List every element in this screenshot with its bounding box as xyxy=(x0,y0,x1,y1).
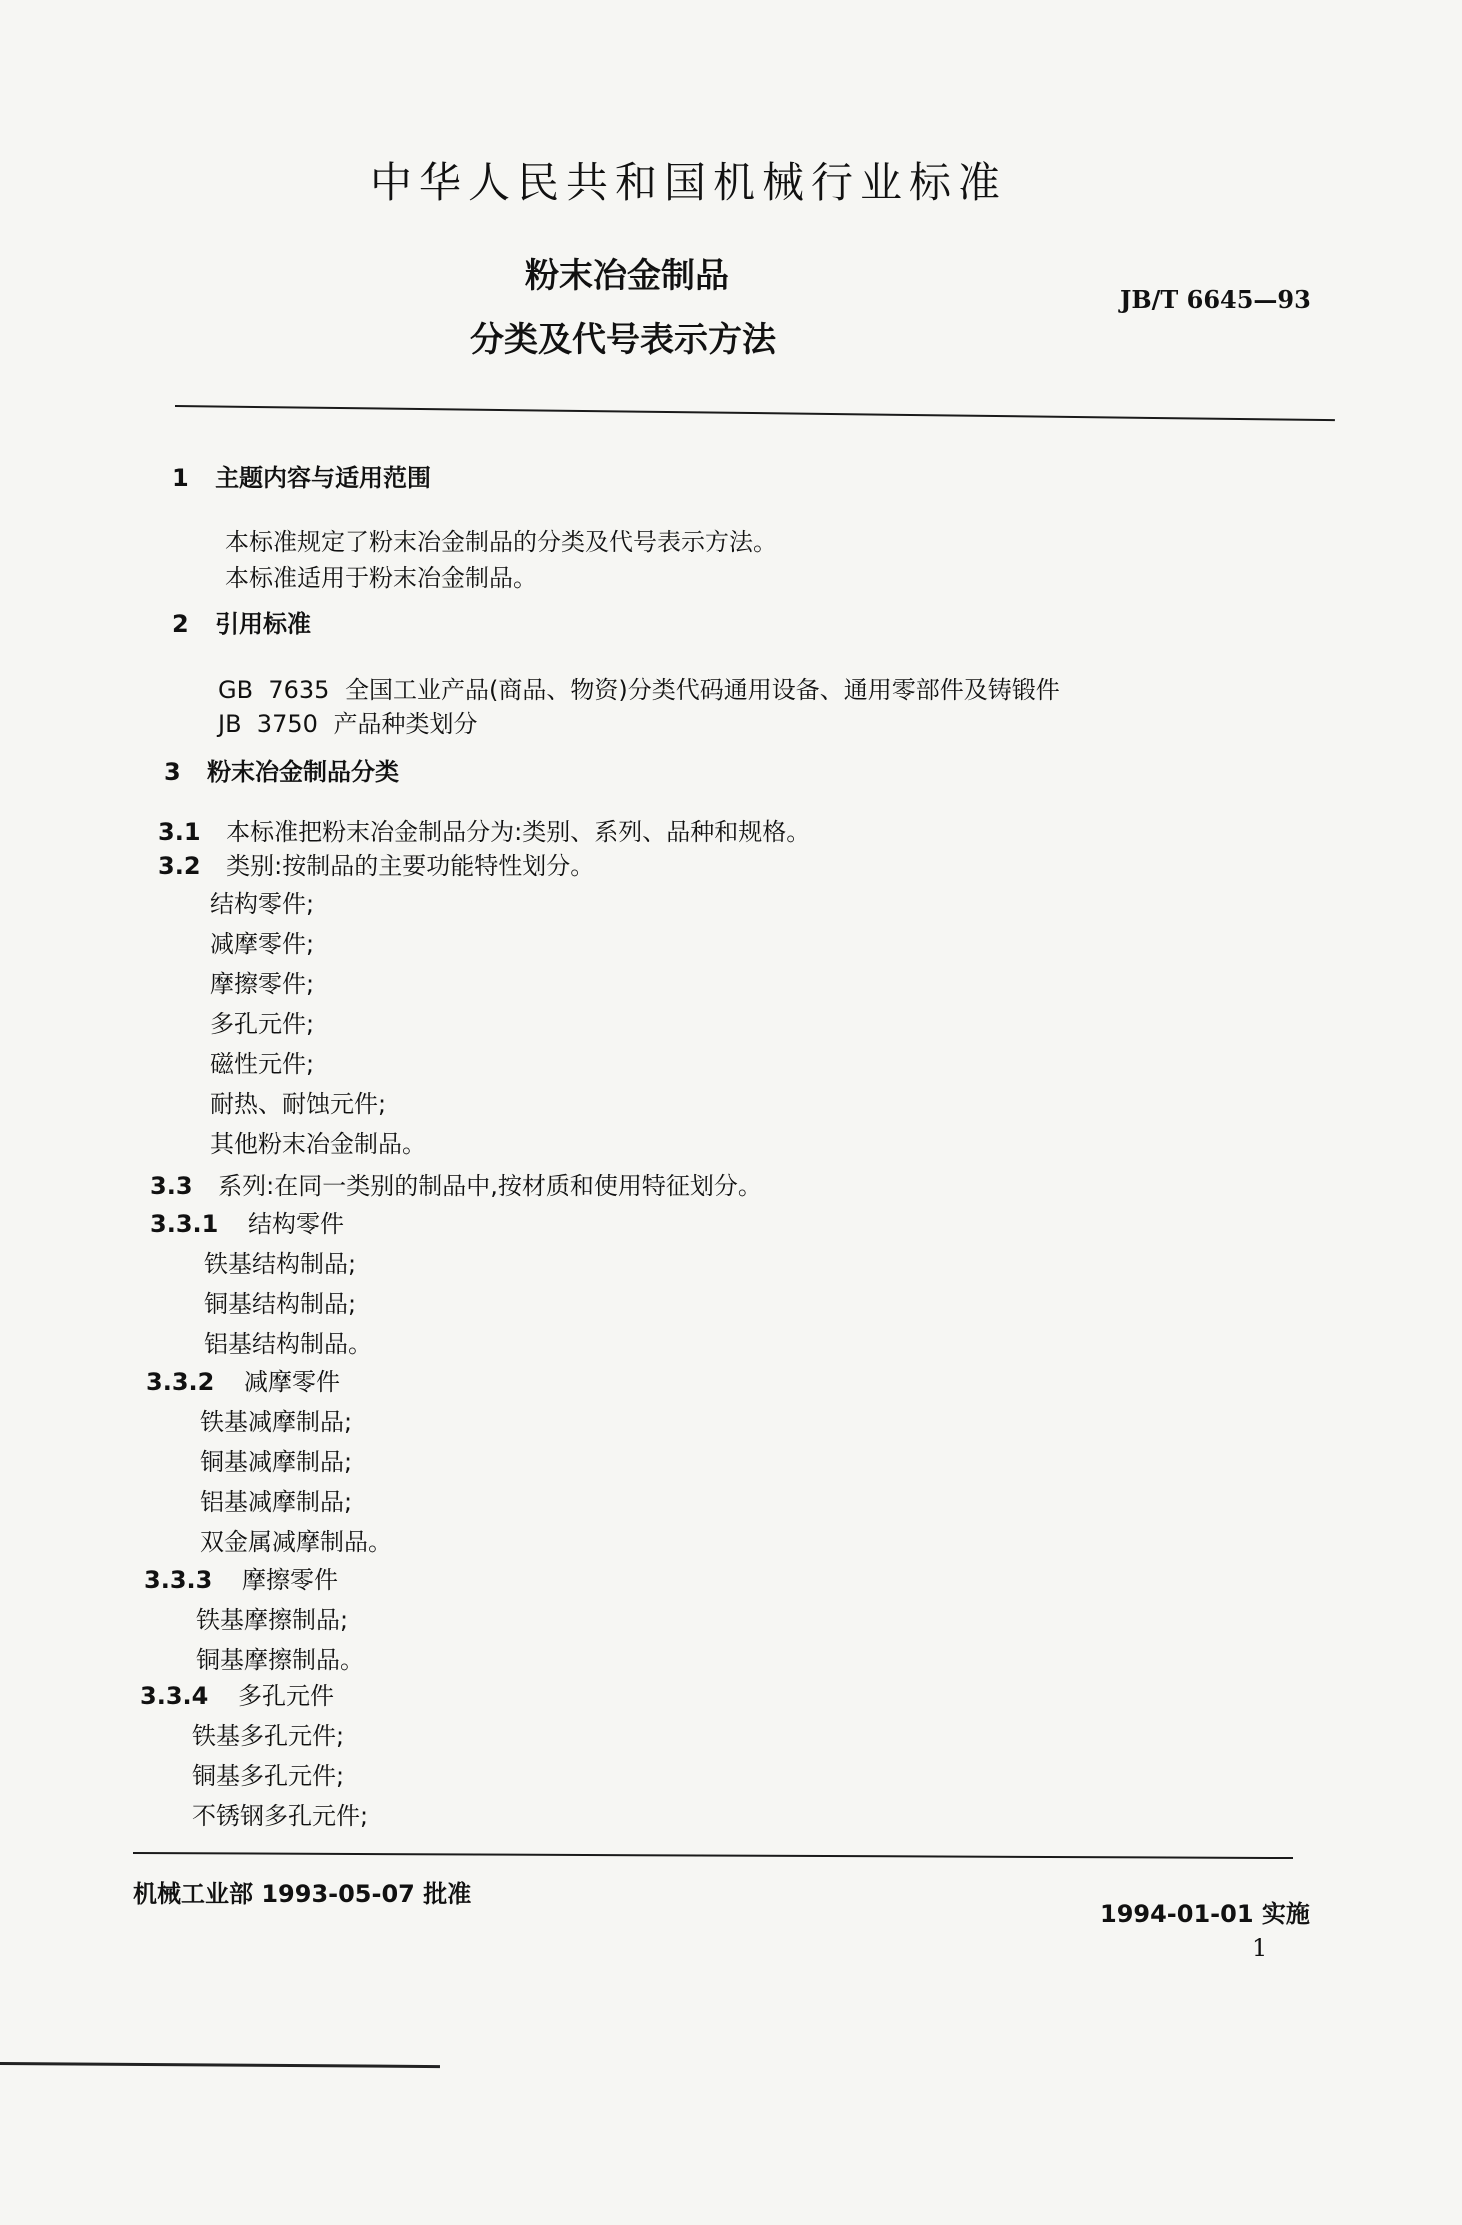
section-1-paragraph-1: 本标准规定了粉末冶金制品的分类及代号表示方法。 xyxy=(225,528,777,556)
list-item: 铁基结构制品; xyxy=(204,1250,357,1278)
issuing-authority-title: 中华人民共和国机械行业标准 xyxy=(370,158,1008,207)
reference-item xyxy=(218,704,478,739)
reference-title: 全国工业产品(商品、物资)分类代码通用设备、通用零部件及铸锻件 xyxy=(345,676,1060,704)
list-item: 铜基减摩制品; xyxy=(200,1448,353,1476)
reference-item xyxy=(218,670,1060,705)
section-1-number: 1 xyxy=(172,464,189,492)
clause-3-2 xyxy=(158,846,594,881)
list-item: 铁基减摩制品; xyxy=(200,1408,353,1436)
list-item: 铝基减摩制品; xyxy=(200,1488,353,1516)
clause-3-3-4 xyxy=(140,1676,334,1711)
document-title-line2: 分类及代号表示方法 xyxy=(470,320,776,360)
list-item: 不锈钢多孔元件; xyxy=(192,1802,369,1830)
clause-title: 减摩零件 xyxy=(243,1368,340,1396)
clause-title: 摩擦零件 xyxy=(241,1566,338,1594)
section-1-paragraph-2: 本标准适用于粉末冶金制品。 xyxy=(225,564,537,592)
list-item: 多孔元件; xyxy=(210,1010,315,1038)
clause-text: 类别:按制品的主要功能特性划分。 xyxy=(226,852,595,880)
list-item: 双金属减摩制品。 xyxy=(200,1528,392,1556)
approval-statement: 机械工业部 1993-05-07 批准 xyxy=(133,1880,472,1908)
list-item: 铜基摩擦制品。 xyxy=(196,1646,364,1674)
clause-number: 3.3.4 xyxy=(140,1682,209,1710)
list-item: 铜基结构制品; xyxy=(204,1290,357,1318)
clause-number: 3.2 xyxy=(158,852,201,880)
clause-3-3 xyxy=(150,1166,762,1201)
section-2-number: 2 xyxy=(172,610,189,638)
effective-date: 1994-01-01 实施 xyxy=(1100,1900,1310,1928)
list-item: 结构零件; xyxy=(210,890,315,918)
list-item: 磁性元件; xyxy=(210,1050,315,1078)
clause-3-3-2 xyxy=(146,1362,340,1397)
list-item: 其他粉末冶金制品。 xyxy=(210,1130,426,1158)
clause-text: 系列:在同一类别的制品中,按材质和使用特征划分。 xyxy=(218,1172,762,1200)
reference-code: GB 7635 xyxy=(218,676,330,704)
reference-code: JB 3750 xyxy=(218,710,318,738)
list-item: 摩擦零件; xyxy=(210,970,315,998)
clause-text: 本标准把粉末冶金制品分为:类别、系列、品种和规格。 xyxy=(226,818,811,846)
list-item: 耐热、耐蚀元件; xyxy=(210,1090,387,1118)
clause-3-3-1 xyxy=(150,1204,344,1239)
list-item: 铜基多孔元件; xyxy=(192,1762,345,1790)
section-2-title: 引用标准 xyxy=(215,610,312,638)
clause-3-1 xyxy=(158,812,810,847)
document-title-line1: 粉末冶金制品 xyxy=(525,256,729,296)
clause-number: 3.3 xyxy=(150,1172,193,1200)
standard-code: JB/T 6645—93 xyxy=(1120,285,1311,314)
clause-title: 结构零件 xyxy=(247,1210,344,1238)
section-2-heading xyxy=(172,604,311,639)
clause-number: 3.1 xyxy=(158,818,201,846)
header-divider xyxy=(175,405,1335,421)
clause-3-3-3 xyxy=(144,1560,338,1595)
section-3-heading xyxy=(164,752,399,787)
clause-number: 3.3.3 xyxy=(144,1566,213,1594)
section-1-title: 主题内容与适用范围 xyxy=(215,464,432,492)
footer-divider xyxy=(133,1852,1293,1859)
section-3-number: 3 xyxy=(164,758,181,786)
list-item: 铁基多孔元件; xyxy=(192,1722,345,1750)
clause-number: 3.3.2 xyxy=(146,1368,215,1396)
list-item: 铁基摩擦制品; xyxy=(196,1606,349,1634)
reference-title: 产品种类划分 xyxy=(333,710,478,738)
list-item: 减摩零件; xyxy=(210,930,315,958)
section-3-title: 粉末冶金制品分类 xyxy=(207,758,400,786)
clause-number: 3.3.1 xyxy=(150,1210,219,1238)
list-item: 铝基结构制品。 xyxy=(204,1330,372,1358)
scan-edge-mark xyxy=(0,2062,440,2068)
page-number: 1 xyxy=(1252,1934,1268,1962)
section-1-heading xyxy=(172,458,431,493)
clause-title: 多孔元件 xyxy=(237,1682,334,1710)
